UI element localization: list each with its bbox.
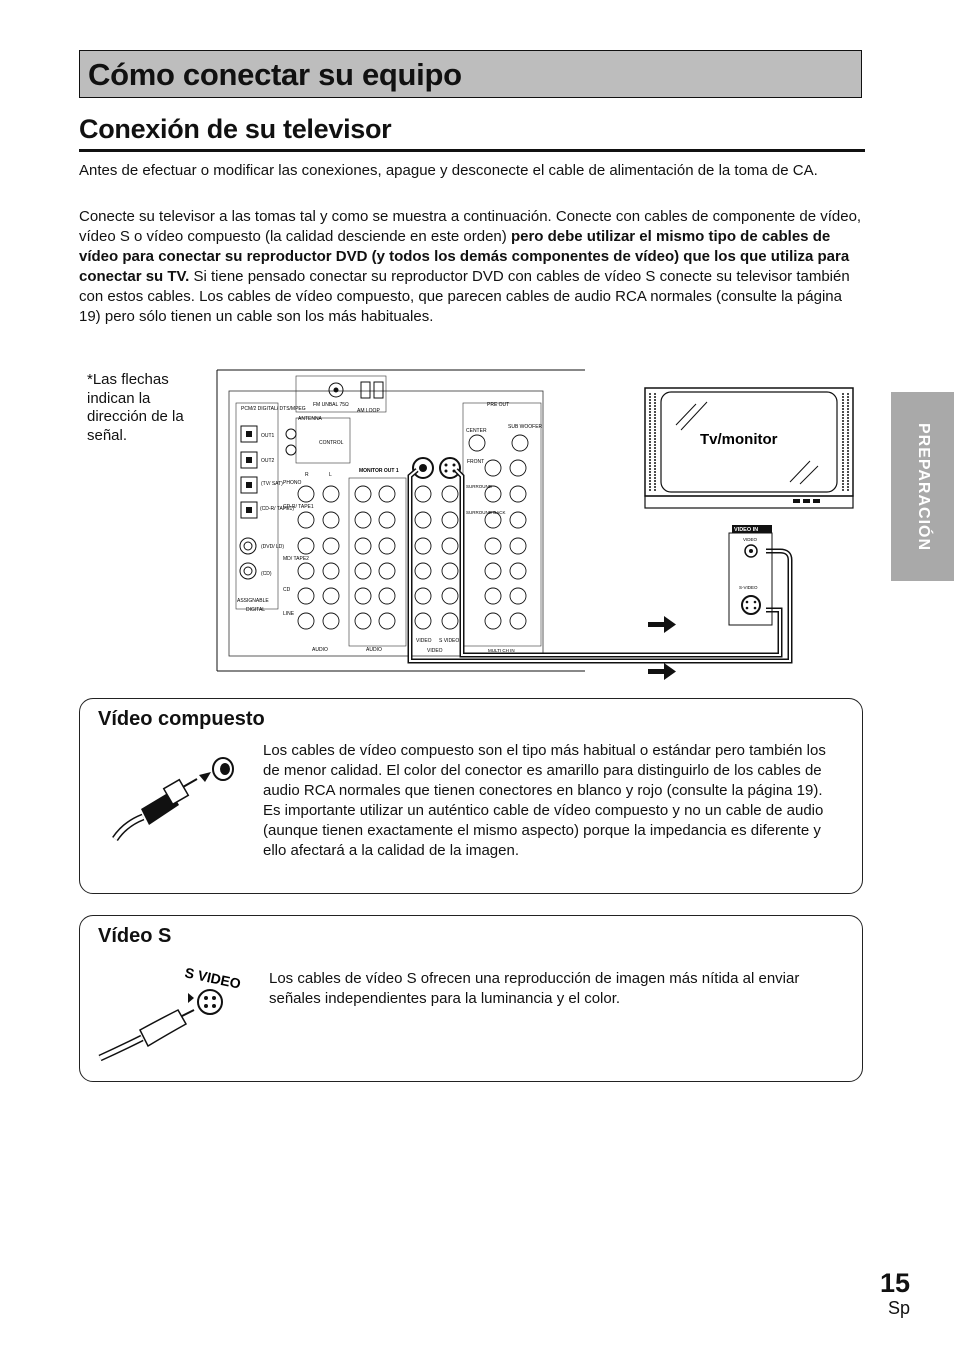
- receiver-rear-panel: [217, 370, 585, 671]
- signal-note: *Las flechas indican la dirección de la señal.: [87, 371, 184, 444]
- surround-label: SURROUND: [466, 484, 493, 489]
- tv-jack-svideo-label: S-VIDEO: [739, 585, 758, 590]
- pre-out-label: PRE OUT: [487, 402, 510, 408]
- front-label: FRONT: [467, 459, 485, 465]
- svideo-box: [79, 915, 863, 1082]
- r-label: R: [305, 472, 309, 478]
- fm-label: FM UNBAL 75Ω: [313, 402, 349, 408]
- digital-out2: OUT2: [261, 458, 275, 464]
- cd-row-label: CD: [283, 587, 291, 593]
- digital-cdr-tape1: (CD-R/ TAPE1): [260, 506, 294, 512]
- audio-label-2: AUDIO: [366, 647, 382, 653]
- tv-label: Tv/monitor: [700, 431, 778, 448]
- section-title: Conexión de su televisor: [79, 114, 392, 144]
- am-label: AM LOOP: [357, 408, 380, 414]
- md-tape2-label: MD/ TAPE2: [283, 556, 309, 562]
- control-label: CONTROL: [319, 440, 344, 446]
- digital-label: DIGITAL: [246, 607, 266, 613]
- surround-back-label: SURROUND BACK: [466, 510, 506, 515]
- digital-tv-sat: (TV/ SAT): [261, 481, 283, 487]
- tv-monitor: [645, 388, 853, 508]
- video-group-label: VIDEO: [427, 648, 443, 654]
- svideo-title: Vídeo S: [98, 925, 172, 947]
- composite-text: Los cables de vídeo compuesto son el tipo más habitual o estándar pero también los de menor calidad. El color del conector es amarillo para distinguirlo de los cables de audio RCA normales que tienen conectores en blanco y rojo (consulte la página 19). Es importante utilizar un auténtico cable de vídeo compuesto y no un cable de audio (aunque tienen exactamente el mismo aspecto) porque la impedancia es diferente y ello afectará a la calidad de la imagen.: [263, 742, 826, 859]
- page-language: Sp: [887, 1298, 910, 1318]
- svideo-text: Los cables de vídeo S ofrecen una reproducción de imagen más nítida al enviar señales independientes para la luminancia y el color.: [269, 970, 800, 1007]
- digital-header: PCM/2 DIGITAL/ DTS/MPEG: [241, 406, 306, 412]
- composite-connector-icon: [105, 739, 275, 879]
- tv-jack-video-label: VIDEO: [743, 537, 758, 542]
- phono-label: PHONO: [283, 480, 302, 486]
- subwoofer-label: SUB WOOFER: [508, 424, 543, 430]
- signal-arrow-2: [648, 663, 676, 680]
- svideo-cable: [456, 470, 780, 655]
- cdr-tape1-row-label: CD-R/ TAPE1: [283, 504, 314, 510]
- s-video-label: S VIDEO: [439, 638, 460, 644]
- intro-paragraph-1: Antes de efectuar o modificar las conexiones, apague y desconecte el cable de alimentación de la toma de CA.: [79, 162, 818, 179]
- multi-ch-in-label: MULTI CH IN: [488, 648, 515, 653]
- line-label: LINE: [283, 611, 295, 617]
- center-label: CENTER: [466, 428, 487, 434]
- intro-text-end: Si tiene pensado conectar su reproductor DVD con cables de vídeo S conecte su televisor también con estos cables. Los cables de vídeo compuesto, que parecen cables de audio RCA normales (consulte la página 19) pero sólo tienen un cable son los más habituales.: [79, 268, 850, 325]
- page-number: 15: [879, 1268, 910, 1298]
- digital-cd: (CD): [261, 571, 272, 577]
- digital-out1: OUT1: [261, 433, 275, 439]
- svideo-connector-icon: [92, 958, 272, 1088]
- antenna-label: ANTENNA: [298, 416, 322, 422]
- monitor-out-label: MONITOR OUT 1: [359, 468, 399, 474]
- video-label: VIDEO: [416, 638, 432, 644]
- composite-video-box: [79, 698, 863, 894]
- l-label: L: [329, 472, 332, 478]
- digital-dvd-ld: (DVD/ LD): [261, 544, 285, 550]
- video-cable: [410, 470, 790, 661]
- tv-jack-header: VIDEO IN: [734, 527, 759, 533]
- signal-arrow-1: [648, 616, 676, 633]
- chapter-title: Cómo conectar su equipo: [88, 57, 462, 92]
- intro-text-bold: pero debe utilizar el mismo tipo de cables de vídeo para conectar su reproductor DVD (y todos los demás componentes de vídeo) que los que utiliza para conectar su TV.: [79, 228, 850, 285]
- composite-title: Vídeo compuesto: [98, 708, 265, 730]
- monitor-out-svideo-jack: [440, 458, 460, 478]
- assignable-label: ASSIGNABLE: [237, 598, 269, 604]
- intro-text-start: Conecte su televisor a las tomas tal y como se muestra a continuación. Conecte con cables de componente de vídeo, vídeo S o vídeo compuesto (la calidad desciende en este orden): [79, 208, 862, 245]
- audio-label: AUDIO: [312, 647, 328, 653]
- side-tab-label: PREPARACIÓN: [914, 422, 932, 551]
- svideo-logo: S VIDEO: [183, 964, 243, 992]
